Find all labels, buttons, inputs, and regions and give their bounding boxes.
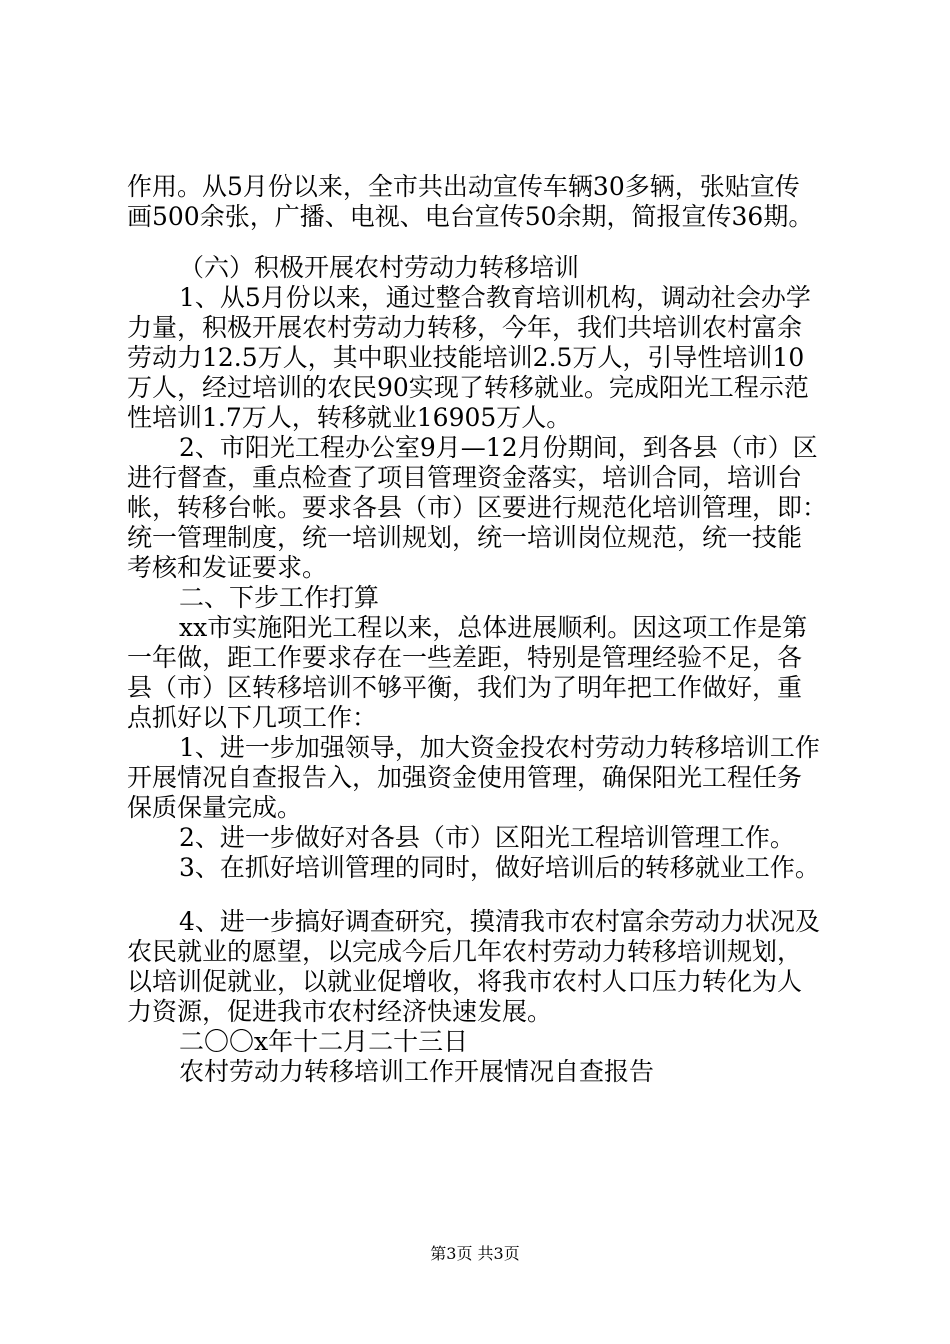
document-body (127, 172, 862, 1087)
text-line: 4、进一步搞好调查研究，摸清我市农村富余劳动力状况及 (179, 907, 820, 936)
text-line: 性培训1.7万人，转移就业16905万人。 (127, 403, 572, 432)
document-title-line: 农村劳动力转移培训工作开展情况自查报告 (179, 1057, 655, 1086)
section-heading: 二、下步工作打算 (179, 583, 380, 612)
text-line: 统一管理制度，统一培训规划，统一培训岗位规范，统一技能 (127, 523, 803, 552)
date-line: 二〇〇x年十二月二十三日 (179, 1027, 469, 1056)
text-line: 作用。从5月份以来，全市共出动宣传车辆30多辆，张贴宣传 (127, 172, 800, 201)
text-line: 万人，经过培训的农民90实现了转移就业。完成阳光工程示范 (127, 373, 809, 402)
text-line: 劳动力12.5万人，其中职业技能培训2.5万人，引导性培训10 (127, 343, 805, 372)
text-line: 力量，积极开展农村劳动力转移，今年，我们共培训农村富余 (127, 313, 803, 342)
text-line: 力资源，促进我市农村经济快速发展。 (127, 997, 553, 1026)
text-line: 考核和发证要求。 (127, 553, 328, 582)
text-line: 保质保量完成。 (127, 793, 303, 822)
text-line: 帐，转移台帐。要求各县（市）区要进行规范化培训管理，即： (127, 493, 828, 522)
text-line: 开展情况自查报告入，加强资金使用管理，确保阳光工程任务 (127, 763, 803, 792)
text-line: 3、在抓好培训管理的同时，做好培训后的转移就业工作。 (179, 853, 820, 882)
text-line: 1、进一步加强领导，加大资金投农村劳动力转移培训工作 (179, 733, 820, 762)
text-line: 县（市）区转移培训不够平衡，我们为了明年把工作做好，重 (127, 673, 803, 702)
text-line: 画500余张，广播、电视、电台宣传50余期，简报宣传36期。 (127, 202, 814, 231)
text-line: 2、市阳光工程办公室9月—12月份期间，到各县（市）区 (179, 433, 818, 462)
text-line: 一年做，距工作要求存在一些差距，特别是管理经验不足，各 (127, 643, 803, 672)
text-line: xx市实施阳光工程以来，总体进展顺利。因这项工作是第 (179, 613, 808, 642)
text-line: 以培训促就业，以就业促增收，将我市农村人口压力转化为人 (127, 967, 803, 996)
text-line: 点抓好以下几项工作： (127, 703, 378, 732)
page-number: 第3页 共3页 (430, 1244, 520, 1263)
section-heading: （六）积极开展农村劳动力转移培训 (179, 253, 580, 282)
text-line: 进行督查，重点检查了项目管理资金落实，培训合同，培训台 (127, 463, 803, 492)
text-line: 农民就业的愿望，以完成今后几年农村劳动力转移培训规划， (127, 937, 803, 966)
text-line: 1、从5月份以来，通过整合教育培训机构，调动社会办学 (179, 283, 811, 312)
text-line: 2、进一步做好对各县（市）区阳光工程培训管理工作。 (179, 823, 795, 852)
